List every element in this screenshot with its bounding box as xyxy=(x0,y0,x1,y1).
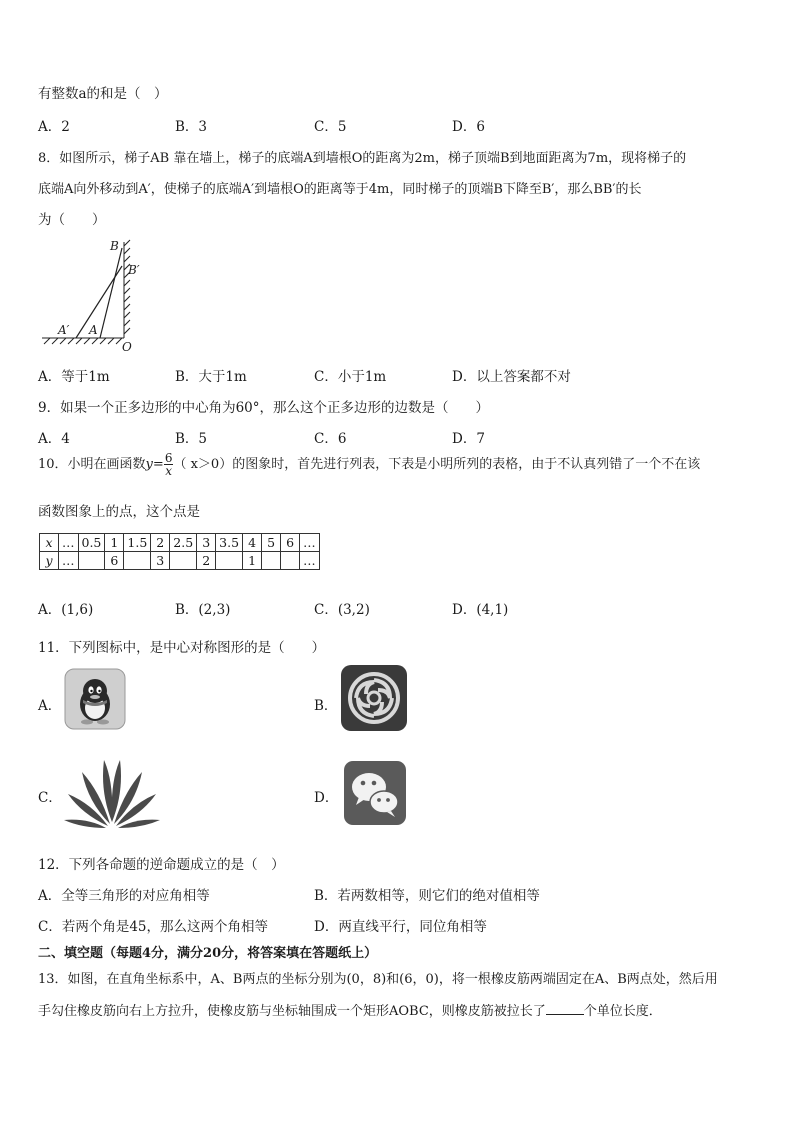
table-row-x xyxy=(40,534,320,552)
table-cell: 3 xyxy=(197,534,216,552)
q7-option-a[interactable]: A．2 xyxy=(38,119,70,135)
q8-option-b[interactable]: B．大于1m xyxy=(175,369,247,385)
q11-stem: 11．下列图标中，是中心对称图形的是（ ） xyxy=(38,640,326,656)
swirl-icon[interactable] xyxy=(340,664,408,732)
ladder-ab xyxy=(100,248,122,338)
table-cell: … xyxy=(300,552,320,570)
table-cell: 0.5 xyxy=(78,534,105,552)
table-cell xyxy=(78,552,105,570)
q9-option-a[interactable]: A．4 xyxy=(38,431,70,447)
table-cell xyxy=(170,552,197,570)
q7-option-c[interactable]: C．5 xyxy=(314,119,347,135)
table-cell xyxy=(124,552,151,570)
table-cell: 3 xyxy=(151,552,170,570)
table-cell: 1 xyxy=(243,552,262,570)
q10-option-c[interactable]: C．(3,2) xyxy=(314,602,370,618)
q12-option-b[interactable]: B．若两数相等，则它们的绝对值相等 xyxy=(314,888,540,904)
q8-stem-line2: 底端A向外移动到A′，使梯子的底端A′到墙根O的距离等于4m，同时梯子的顶端B下降至B′，那么BB′的长 xyxy=(38,182,642,197)
q7-option-b[interactable]: B．3 xyxy=(175,119,208,135)
section-heading: 二、填空题（每题4分，满分20分，将答案填在答题纸上） xyxy=(38,946,378,961)
label-b: B xyxy=(110,239,119,253)
q9-option-c[interactable]: C．6 xyxy=(314,431,347,447)
q10-numerator: 6 xyxy=(164,451,173,465)
label-b-prime: B′ xyxy=(128,263,140,277)
wall-hatch xyxy=(124,240,130,338)
q8-option-c[interactable]: C．小于1m xyxy=(314,369,387,385)
table-cell: … xyxy=(300,534,320,552)
table-cell: 3.5 xyxy=(216,534,243,552)
q8-option-a[interactable]: A．等于1m xyxy=(38,369,110,385)
petal-logo-icon[interactable] xyxy=(62,752,162,832)
table-cell xyxy=(281,552,300,570)
q10-option-b[interactable]: B．(2,3) xyxy=(175,602,231,618)
q12-option-d[interactable]: D．两直线平行，同位角相等 xyxy=(314,919,487,935)
q10-option-a[interactable]: A．(1,6) xyxy=(38,602,94,618)
q9-option-b[interactable]: B．5 xyxy=(175,431,208,447)
q13-line2-text: 手勾住橡皮筋向右上方拉升，使橡皮筋与坐标轴围成一个矩形AOBC，则橡皮筋被拉长了 xyxy=(38,1004,546,1019)
table-row-y xyxy=(40,552,320,570)
q13-stem-line1: 13．如图，在直角坐标系中，A、B两点的坐标分别为(0，8)和(6，0)，将一根橡皮筋两端固定在A、B两点处，然后用 xyxy=(38,972,718,987)
q10-eq: = xyxy=(152,457,164,472)
table-cell: 6 xyxy=(105,552,124,570)
chat-bubbles-icon[interactable] xyxy=(343,760,407,826)
table-cell xyxy=(262,552,281,570)
table-cell: 6 xyxy=(281,534,300,552)
q11-option-d-label[interactable]: D． xyxy=(314,790,339,806)
q10-prefix: 10．小明在画函数 xyxy=(38,457,146,472)
q10-fraction xyxy=(164,452,174,477)
table-header-y: y xyxy=(40,552,59,570)
table-cell: … xyxy=(59,534,79,552)
q10-stem-line2: 函数图象上的点，这个点是 xyxy=(38,504,200,520)
ground-hatch xyxy=(42,338,124,344)
table-cell: 2 xyxy=(197,552,216,570)
q7-option-d[interactable]: D．6 xyxy=(452,119,485,135)
q8-option-d[interactable]: D．以上答案都不对 xyxy=(452,369,571,385)
q12-stem: 12．下列各命题的逆命题成立的是（ ） xyxy=(38,857,285,873)
label-a-prime: A′ xyxy=(58,323,70,337)
label-o: O xyxy=(122,340,132,354)
q9-stem: 9．如果一个正多边形的中心角为60°，那么这个正多边形的边数是（ ） xyxy=(38,400,490,416)
table-cell: 5 xyxy=(262,534,281,552)
table-cell: … xyxy=(59,552,79,570)
table-header-x: x xyxy=(40,534,59,552)
table-cell: 1 xyxy=(105,534,124,552)
q13-line2-tail: 个单位长度． xyxy=(583,1004,662,1019)
table-cell: 1.5 xyxy=(124,534,151,552)
q10-stem-line1 xyxy=(38,452,700,477)
q12-option-c[interactable]: C．若两个角是45，那么这两个角相等 xyxy=(38,919,269,935)
q11-option-c-label[interactable]: C． xyxy=(38,790,62,806)
q10-func-y: y xyxy=(145,457,153,472)
table-cell: 2 xyxy=(151,534,170,552)
q10-option-d[interactable]: D．(4,1) xyxy=(452,602,509,618)
label-a: A xyxy=(89,323,98,337)
answer-blank[interactable] xyxy=(546,1002,584,1015)
ladder-figure xyxy=(36,236,156,354)
penguin-icon[interactable] xyxy=(64,668,126,730)
q10-value-table xyxy=(39,533,320,570)
q10-denominator: x xyxy=(165,464,173,478)
q12-option-a[interactable]: A．全等三角形的对应角相等 xyxy=(38,888,210,904)
q13-stem-line2 xyxy=(38,1000,662,1019)
q11-option-a-label[interactable]: A． xyxy=(38,698,62,714)
q10-condition: （ x＞0）的图象时，首先进行列表，下表是小明所列的表格，由于不认真列错了一个不在该 xyxy=(173,457,701,472)
question-tail-text: 有整数a的和是（ ） xyxy=(38,86,168,102)
q8-stem-line3: 为（ ） xyxy=(38,212,106,228)
ladder-apbp xyxy=(76,266,122,338)
q8-stem-line1: 8．如图所示，梯子AB 靠在墙上，梯子的底端A到墙根O的距离为2m，梯子顶端B到地面距离为7m，现将梯子的 xyxy=(38,151,687,166)
table-cell xyxy=(216,552,243,570)
q9-option-d[interactable]: D．7 xyxy=(452,431,485,447)
table-cell: 4 xyxy=(243,534,262,552)
q11-option-b-label[interactable]: B． xyxy=(314,698,338,714)
table-cell: 2.5 xyxy=(170,534,197,552)
